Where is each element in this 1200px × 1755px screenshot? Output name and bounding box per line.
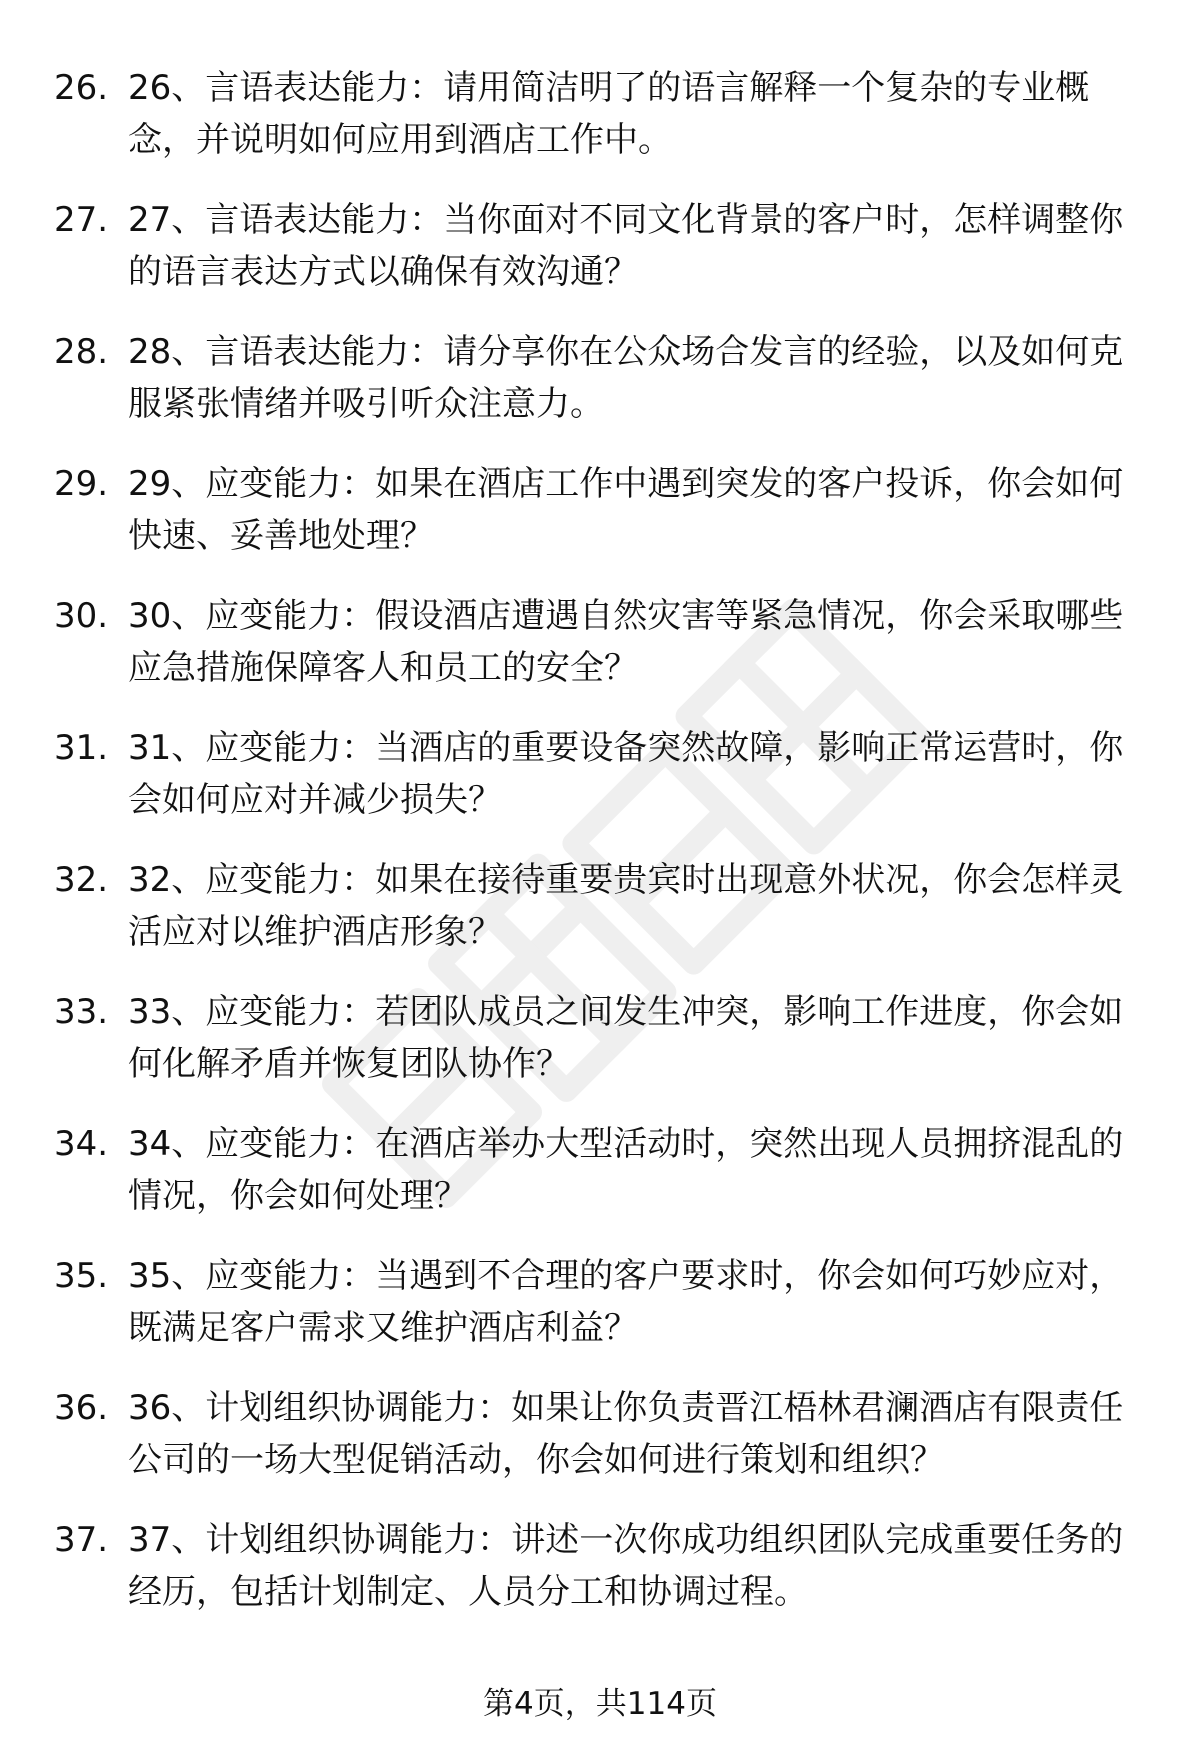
question-text: 30、应变能力：假设酒店遭遇自然灾害等紧急情况，你会采取哪些应急措施保障客人和员工的安全？ [128,596,1124,688]
question-item [0,722,1200,854]
question-item [0,986,1200,1118]
question-number: 35. [54,1256,109,1296]
question-text: 34、应变能力：在酒店举办大型活动时，突然出现人员拥挤混乱的情况，你会如何处理？ [128,1124,1124,1216]
question-text: 37、计划组织协调能力：讲述一次你成功组织团队完成重要任务的经历，包括计划制定、人员分工和协调过程。 [128,1520,1124,1612]
question-item [0,854,1200,986]
question-number: 26. [54,68,109,108]
question-number: 37. [54,1520,109,1560]
question-item [0,590,1200,722]
question-item [0,458,1200,590]
question-text: 28、言语表达能力：请分享你在公众场合发言的经验，以及如何克服紧张情绪并吸引听众注意力。 [128,332,1124,424]
question-text: 33、应变能力：若团队成员之间发生冲突，影响工作进度，你会如何化解矛盾并恢复团队协作？ [128,992,1124,1084]
question-item [0,1118,1200,1250]
question-number: 31. [54,728,109,768]
question-number: 36. [54,1388,109,1428]
question-text: 32、应变能力：如果在接待重要贵宾时出现意外状况，你会怎样灵活应对以维护酒店形象？ [128,860,1124,952]
page-number-footer: 第4页，共114页 [483,1686,717,1722]
question-number: 28. [54,332,109,372]
question-number: 32. [54,860,109,900]
question-item [0,194,1200,326]
question-text: 31、应变能力：当酒店的重要设备突然故障，影响正常运营时，你会如何应对并减少损失？ [128,728,1124,820]
question-item [0,326,1200,458]
question-item [0,62,1200,194]
question-item [0,1514,1200,1646]
question-text: 36、计划组织协调能力：如果让你负责晋江梧林君澜酒店有限责任公司的一场大型促销活动，你会如何进行策划和组织？ [128,1388,1124,1480]
question-number: 34. [54,1124,109,1164]
question-number: 30. [54,596,109,636]
question-text: 27、言语表达能力：当你面对不同文化背景的客户时，怎样调整你的语言表达方式以确保有效沟通？ [128,200,1124,292]
question-text: 26、言语表达能力：请用简洁明了的语言解释一个复杂的专业概念，并说明如何应用到酒店工作中。 [128,68,1090,160]
question-item [0,1250,1200,1382]
question-item [0,1382,1200,1514]
question-text: 29、应变能力：如果在酒店工作中遇到突发的客户投诉，你会如何快速、妥善地处理？ [128,464,1124,556]
question-number: 33. [54,992,109,1032]
question-number: 27. [54,200,109,240]
question-number: 29. [54,464,109,504]
question-list [0,62,1200,1646]
question-text: 35、应变能力：当遇到不合理的客户要求时，你会如何巧妙应对，既满足客户需求又维护酒店利益？ [128,1256,1124,1348]
